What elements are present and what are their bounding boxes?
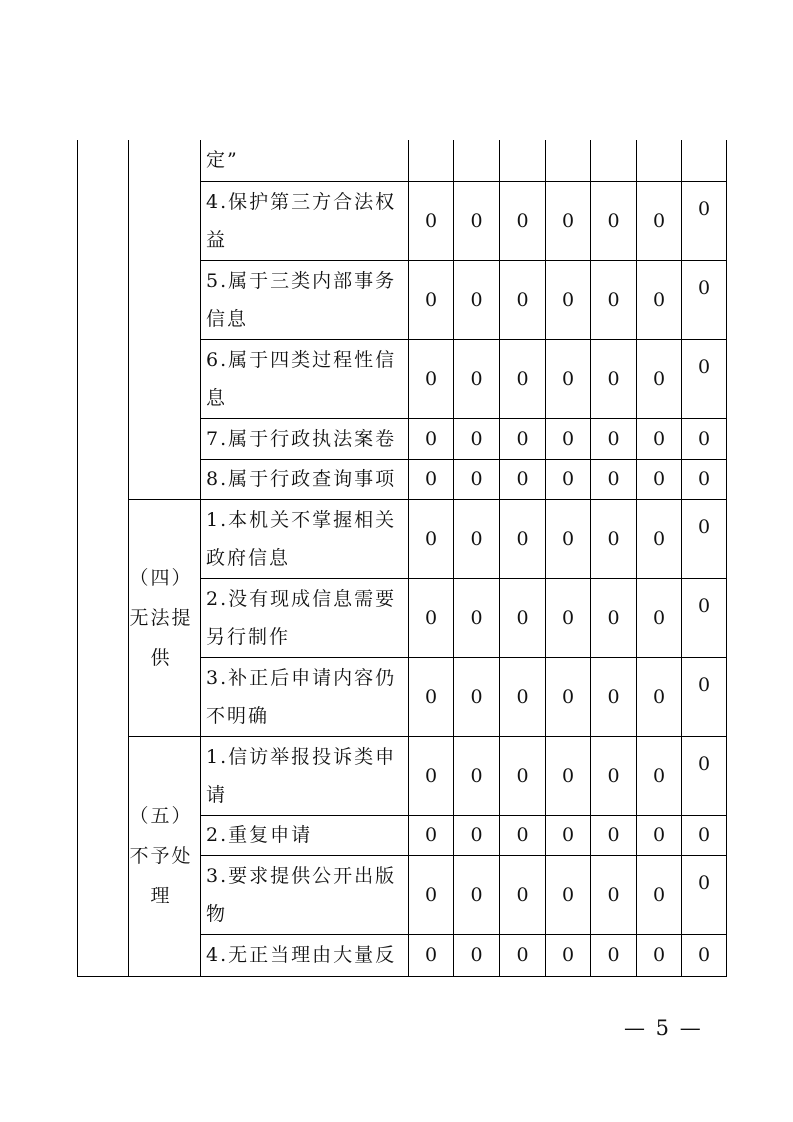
cell-value: 0 (546, 657, 591, 736)
cell-value: 0 (454, 855, 500, 934)
cell-value: 0 (409, 815, 454, 855)
cell-value: 0 (454, 459, 500, 499)
row-label: 7.属于行政执法案卷 (201, 418, 409, 459)
cell-value: 0 (500, 815, 546, 855)
cell-value: 0 (500, 736, 546, 815)
category-cannot-provide: （四）无法提供 (129, 499, 201, 736)
cell-value: 0 (500, 459, 546, 499)
cell-value: 0 (591, 578, 637, 657)
row-label: 2.没有现成信息需要另行制作 (201, 578, 409, 657)
row-label: 8.属于行政查询事项 (201, 459, 409, 499)
cell-value (409, 140, 454, 181)
page-number: — 5 — (624, 1016, 703, 1040)
cell-value: 0 (500, 181, 546, 260)
cell-value (682, 140, 727, 181)
cell-value (546, 140, 591, 181)
cell-value: 0 (591, 657, 637, 736)
cell-value: 0 (546, 934, 591, 976)
cell-value: 0 (454, 418, 500, 459)
cell-value: 0 (591, 459, 637, 499)
outer-category-cell (78, 140, 129, 976)
table-row (78, 140, 727, 181)
cell-value: 0 (591, 855, 637, 934)
row-label: 3.要求提供公开出版物 (201, 855, 409, 934)
cell-value: 0 (682, 339, 727, 418)
cell-value: 0 (637, 181, 682, 260)
category-not-processed: （五）不予处理 (129, 736, 201, 976)
cell-value: 0 (500, 657, 546, 736)
cell-value: 0 (637, 855, 682, 934)
cell-value: 0 (454, 499, 500, 578)
cell-value: 0 (454, 736, 500, 815)
cell-value: 0 (637, 459, 682, 499)
cell-value: 0 (682, 736, 727, 815)
cell-value: 0 (546, 339, 591, 418)
cell-value: 0 (546, 418, 591, 459)
table-row (78, 736, 727, 815)
cell-value: 0 (454, 260, 500, 339)
row-label: 6.属于四类过程性信息 (201, 339, 409, 418)
cell-value: 0 (637, 418, 682, 459)
cell-value: 0 (409, 855, 454, 934)
cell-value: 0 (682, 418, 727, 459)
cell-value: 0 (409, 657, 454, 736)
cell-value (637, 140, 682, 181)
category-cell-continued (129, 140, 201, 499)
cell-value: 0 (682, 815, 727, 855)
cell-value: 0 (682, 657, 727, 736)
row-label: 1.信访举报投诉类申请 (201, 736, 409, 815)
cell-value: 0 (591, 181, 637, 260)
cell-value: 0 (637, 339, 682, 418)
cell-value: 0 (591, 934, 637, 976)
cell-value: 0 (637, 815, 682, 855)
row-label: 2.重复申请 (201, 815, 409, 855)
cell-value: 0 (454, 339, 500, 418)
cell-value: 0 (409, 418, 454, 459)
row-label: 4.无正当理由大量反 (201, 934, 409, 976)
cell-value: 0 (409, 260, 454, 339)
cell-value: 0 (546, 459, 591, 499)
cell-value: 0 (454, 657, 500, 736)
cell-value: 0 (454, 934, 500, 976)
cell-value (454, 140, 500, 181)
cell-value: 0 (682, 578, 727, 657)
cell-value: 0 (409, 934, 454, 976)
cell-value: 0 (500, 578, 546, 657)
cell-value: 0 (682, 459, 727, 499)
cell-value: 0 (591, 499, 637, 578)
cell-value: 0 (682, 181, 727, 260)
cell-value: 0 (546, 578, 591, 657)
cell-value: 0 (409, 339, 454, 418)
cell-value: 0 (500, 499, 546, 578)
cell-value: 0 (409, 181, 454, 260)
cell-value: 0 (500, 260, 546, 339)
cell-value: 0 (454, 578, 500, 657)
cell-value (500, 140, 546, 181)
cell-value: 0 (637, 260, 682, 339)
row-label: 3.补正后申请内容仍不明确 (201, 657, 409, 736)
cell-value: 0 (682, 260, 727, 339)
cell-value: 0 (591, 260, 637, 339)
row-label: 定” (201, 140, 409, 181)
cell-value: 0 (637, 657, 682, 736)
cell-value: 0 (637, 736, 682, 815)
cell-value: 0 (500, 418, 546, 459)
cell-value: 0 (454, 181, 500, 260)
cell-value (591, 140, 637, 181)
cell-value: 0 (409, 459, 454, 499)
cell-value: 0 (500, 855, 546, 934)
row-label: 4.保护第三方合法权益 (201, 181, 409, 260)
cell-value: 0 (546, 260, 591, 339)
cell-value: 0 (637, 499, 682, 578)
cell-value: 0 (546, 499, 591, 578)
cell-value: 0 (682, 855, 727, 934)
cell-value: 0 (409, 736, 454, 815)
row-label: 5.属于三类内部事务信息 (201, 260, 409, 339)
cell-value: 0 (591, 815, 637, 855)
cell-value: 0 (546, 855, 591, 934)
cell-value: 0 (637, 578, 682, 657)
cell-value: 0 (546, 815, 591, 855)
cell-value: 0 (682, 499, 727, 578)
cell-value: 0 (591, 339, 637, 418)
cell-value: 0 (546, 736, 591, 815)
cell-value: 0 (409, 578, 454, 657)
cell-value: 0 (591, 418, 637, 459)
cell-value: 0 (637, 934, 682, 976)
cell-value: 0 (591, 736, 637, 815)
cell-value: 0 (409, 499, 454, 578)
cell-value: 0 (500, 934, 546, 976)
cell-value: 0 (546, 181, 591, 260)
cell-value: 0 (500, 339, 546, 418)
table-row (78, 499, 727, 578)
cell-value: 0 (682, 934, 727, 976)
row-label: 1.本机关不掌握相关政府信息 (201, 499, 409, 578)
statistics-table (77, 140, 727, 977)
cell-value: 0 (454, 815, 500, 855)
